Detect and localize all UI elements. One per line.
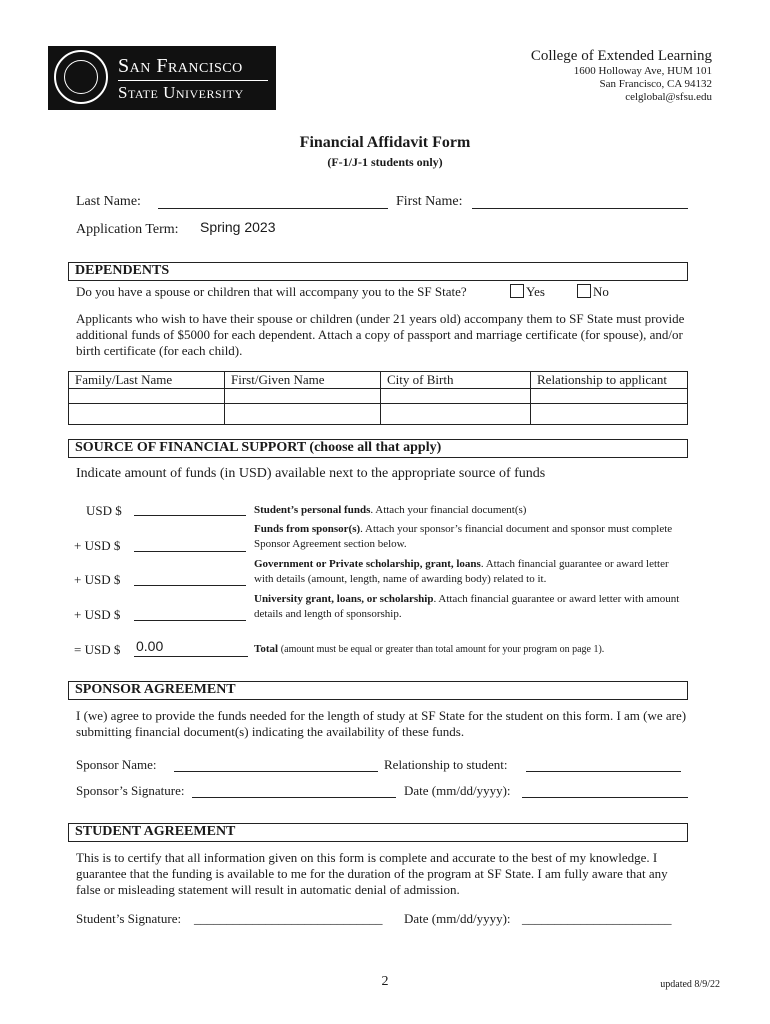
table-cell[interactable]: [225, 404, 381, 425]
relationship-field[interactable]: [526, 757, 681, 772]
no-checkbox[interactable]: [577, 284, 591, 298]
address-line1: 1600 Holloway Ave, HUM 101: [573, 65, 712, 77]
address-line2: San Francisco, CA 94132: [599, 78, 712, 90]
sponsor-signature-field[interactable]: [192, 783, 396, 798]
column-header: Relationship to applicant: [531, 372, 688, 389]
usd-prefix: + USD $: [74, 607, 121, 622]
sponsor-agreement-section-header: [68, 681, 688, 700]
dependents-table: [68, 371, 688, 425]
usd-prefix: + USD $: [74, 538, 121, 553]
form-title: Financial Affidavit Form: [299, 134, 471, 151]
first-name-label: First Name:: [396, 194, 463, 209]
student-agreement-section-header: [68, 823, 688, 842]
sponsor-date-label: Date (mm/dd/yyyy):: [404, 783, 511, 798]
application-term-field[interactable]: Spring 2023: [200, 219, 276, 235]
dependents-instructions: Applicants who wish to have their spouse or children (under 21 years old) accompany them to SF State must provide additional funds of $5000 for each dependent. Attach a copy of passport and marriage certificate (for spouse), and/or birth certificate (for each child).: [76, 311, 685, 358]
updated-date: updated 8/9/22: [660, 979, 720, 990]
usd-prefix: USD $: [86, 503, 122, 518]
personal-funds-description: Student’s personal funds. Attach your financial document(s): [254, 504, 527, 516]
logo-divider: [118, 80, 268, 81]
column-header: Family/Last Name: [69, 372, 225, 389]
student-date-field[interactable]: _______________________: [522, 911, 672, 926]
usd-prefix: = USD $: [74, 642, 121, 657]
total-amount[interactable]: 0.00: [134, 638, 248, 657]
sponsor-agreement-text: I (we) agree to provide the funds needed for the length of study at SF State for the student on this form. I am (we are) submitting financial document(s) indicating the availability of these funds.: [76, 708, 687, 739]
personal-funds-amount[interactable]: [134, 502, 246, 516]
sponsor-signature-label: Sponsor’s Signature:: [76, 783, 185, 798]
financial-support-heading: SOURCE OF FINANCIAL SUPPORT (choose all that apply): [75, 440, 442, 455]
table-cell[interactable]: [381, 404, 531, 425]
sponsor-name-field[interactable]: [174, 757, 378, 772]
student-signature-field[interactable]: _____________________________: [194, 911, 383, 926]
column-header: City of Birth: [381, 372, 531, 389]
table-cell[interactable]: [531, 389, 688, 404]
last-name-field[interactable]: [158, 194, 388, 209]
scholarship-amount[interactable]: [134, 572, 246, 586]
form-subtitle: (F-1/J-1 students only): [327, 155, 443, 169]
financial-support-section-header: [68, 439, 688, 458]
logo-text-line2: State University: [118, 83, 244, 102]
sponsor-funds-amount[interactable]: [134, 538, 246, 552]
table-cell[interactable]: [381, 389, 531, 404]
no-label: No: [593, 284, 609, 299]
usd-prefix: + USD $: [74, 572, 121, 587]
table-cell[interactable]: [69, 389, 225, 404]
college-name: College of Extended Learning: [530, 48, 712, 64]
yes-checkbox[interactable]: [510, 284, 524, 298]
table-cell[interactable]: [69, 404, 225, 425]
table-cell[interactable]: [531, 404, 688, 425]
logo-text-line1: San Francisco: [118, 55, 243, 77]
university-grant-amount[interactable]: [134, 607, 246, 621]
total-description: Total (amount must be equal or greater than total amount for your program on page 1).: [254, 643, 605, 655]
sponsor-name-label: Sponsor Name:: [76, 757, 157, 772]
page-number: 2: [381, 974, 389, 989]
sfsu-logo: [48, 46, 276, 110]
table-row: [69, 389, 688, 404]
student-agreement-text: This is to certify that all information given on this form is complete and accurate to the best of my knowledge. I guarantee that the funding is available to me for the duration of the program at SF State. I am fully aware that any false or misleading statement will result in automatic denial of admission.: [76, 850, 668, 897]
yes-option[interactable]: [510, 284, 545, 300]
table-cell[interactable]: [225, 389, 381, 404]
yes-label: Yes: [526, 284, 545, 299]
dependents-table-header: [69, 372, 688, 389]
student-agreement-heading: STUDENT AGREEMENT: [75, 824, 236, 839]
dependents-section-header: [68, 262, 688, 281]
table-row: [69, 404, 688, 425]
relationship-label: Relationship to student:: [384, 757, 508, 772]
sponsor-funds-description: Funds from sponsor(s). Attach your sponsor’s financial document and sponsor must complete Sponsor Agreement section below.: [254, 523, 673, 550]
column-header: First/Given Name: [225, 372, 381, 389]
no-option[interactable]: [577, 284, 609, 300]
sponsor-date-field[interactable]: [522, 783, 688, 798]
student-date-label: Date (mm/dd/yyyy):: [404, 911, 511, 926]
application-term-label: Application Term:: [76, 222, 179, 237]
first-name-field[interactable]: [472, 194, 688, 209]
dependents-question: Do you have a spouse or children that will accompany you to the SF State?: [76, 284, 467, 299]
dependents-heading: DEPENDENTS: [75, 263, 170, 278]
university-seal-icon: [54, 50, 108, 104]
financial-intro: Indicate amount of funds (in USD) available next to the appropriate source of funds: [76, 466, 546, 481]
last-name-label: Last Name:: [76, 194, 141, 209]
sponsor-agreement-heading: SPONSOR AGREEMENT: [75, 682, 236, 697]
college-address: [531, 48, 712, 104]
contact-email: celglobal@sfsu.edu: [625, 91, 712, 103]
university-grant-description: University grant, loans, or scholarship. Attach financial guarantee or award letter with amount details and length of sponsorship.: [254, 593, 680, 620]
student-signature-label: Student’s Signature:: [76, 911, 182, 926]
scholarship-description: Government or Private scholarship, grant, loans. Attach financial guarantee or award letter with details (amount, length, name of awarding body) related to it.: [254, 558, 669, 585]
